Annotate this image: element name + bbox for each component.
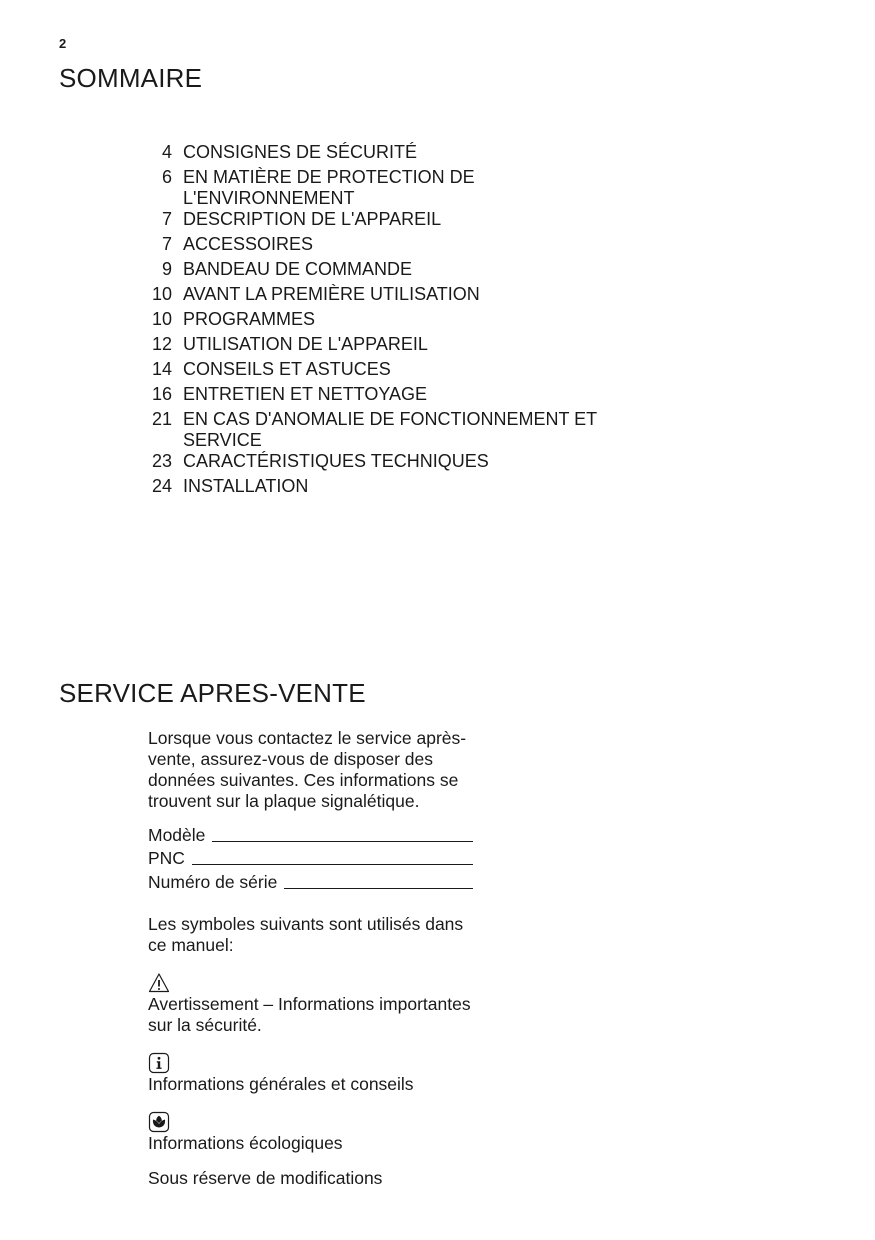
toc-item-title: DESCRIPTION DE L'APPAREIL	[183, 209, 442, 229]
toc-item[interactable]	[147, 409, 617, 451]
toc-item[interactable]	[147, 234, 617, 255]
table-of-contents	[147, 142, 617, 501]
toc-item-title: EN MATIÈRE DE PROTECTION DE L'ENVIRONNEMENT	[183, 167, 475, 208]
toc-page-number: 16	[151, 384, 172, 404]
serial-label: Numéro de série	[148, 871, 278, 892]
toc-page-number: 4	[161, 142, 172, 162]
service-intro: Lorsque vous contactez le service après-vente, assurez-vous de disposer des données suivantes. Ces informations se trouvent sur la plaque signalétique.	[148, 728, 467, 811]
toc-item[interactable]	[147, 209, 617, 230]
warning-triangle-icon	[148, 972, 170, 994]
toc-item[interactable]	[147, 142, 617, 163]
symbols-intro: Les symboles suivants sont utilisés dans ce manuel:	[148, 913, 464, 955]
toc-page-number: 14	[151, 359, 172, 379]
toc-item-title: EN CAS D'ANOMALIE DE FONCTIONNEMENT ET SERVICE	[183, 409, 597, 450]
toc-item-title: ENTRETIEN ET NETTOYAGE	[183, 384, 428, 404]
pnc-label: PNC	[148, 848, 185, 868]
serial-blank-line	[284, 888, 473, 889]
toc-item[interactable]	[147, 384, 617, 405]
eco-flower-icon	[148, 1111, 170, 1133]
info-icon	[148, 1052, 170, 1074]
toc-item-title: UTILISATION DE L'APPAREIL	[183, 334, 428, 354]
toc-item-title: ACCESSOIRES	[183, 234, 314, 254]
modification-notice: Sous réserve de modifications	[148, 1167, 383, 1188]
eco-symbol-entry	[148, 1111, 473, 1154]
toc-page-number: 24	[151, 476, 172, 496]
info-symbol-entry	[148, 1052, 473, 1095]
toc-item[interactable]	[147, 309, 617, 330]
service-section	[148, 728, 473, 1189]
eco-symbol-text: Informations écologiques	[148, 1132, 343, 1153]
model-field	[148, 822, 473, 846]
toc-page-number: 7	[161, 209, 172, 229]
toc-item-title: AVANT LA PREMIÈRE UTILISATION	[183, 284, 480, 304]
toc-page-number: 9	[161, 259, 172, 279]
toc-item-title: CARACTÉRISTIQUES TECHNIQUES	[183, 451, 489, 471]
page-number: 2	[59, 36, 67, 51]
toc-page-number: 21	[151, 409, 172, 429]
toc-item-title: PROGRAMMES	[183, 309, 316, 329]
model-label: Modèle	[148, 824, 206, 845]
toc-title: SOMMAIRE	[59, 63, 203, 93]
warning-symbol-entry	[148, 972, 473, 1036]
toc-page-number: 12	[151, 334, 172, 354]
toc-page-number: 10	[151, 309, 172, 329]
toc-item-title: BANDEAU DE COMMANDE	[183, 259, 413, 279]
toc-item[interactable]	[147, 476, 617, 497]
toc-item-title: CONSIGNES DE SÉCURITÉ	[183, 142, 418, 162]
toc-item[interactable]	[147, 359, 617, 380]
toc-page-number: 7	[161, 234, 172, 254]
model-blank-line	[212, 841, 473, 842]
toc-item[interactable]	[147, 284, 617, 305]
pnc-field	[148, 846, 473, 870]
toc-item-title: INSTALLATION	[183, 476, 309, 496]
service-title: SERVICE APRES-VENTE	[59, 678, 366, 708]
toc-page-number: 23	[151, 451, 172, 471]
toc-page-number: 6	[161, 167, 172, 187]
toc-item[interactable]	[147, 259, 617, 280]
toc-item[interactable]	[147, 334, 617, 355]
pnc-blank-line	[192, 864, 473, 865]
toc-item[interactable]	[147, 167, 617, 209]
toc-item-title: CONSEILS ET ASTUCES	[183, 359, 391, 379]
info-symbol-text: Informations générales et conseils	[148, 1073, 414, 1094]
warning-symbol-text: Avertissement – Informations importantes sur la sécurité.	[148, 993, 471, 1035]
toc-item[interactable]	[147, 451, 617, 472]
serial-field	[148, 869, 473, 893]
toc-page-number: 10	[151, 284, 172, 304]
